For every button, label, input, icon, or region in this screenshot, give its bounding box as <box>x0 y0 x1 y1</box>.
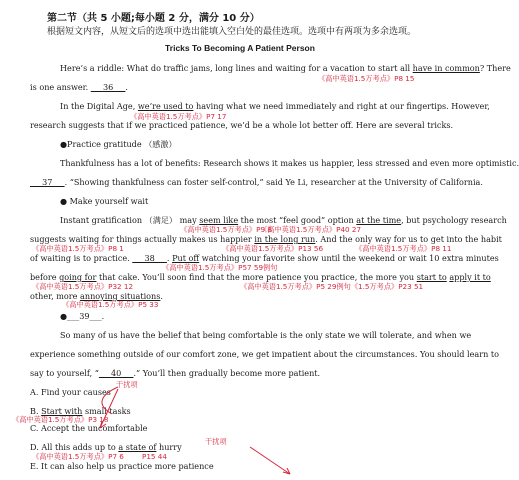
section-heading: 第二节（共 5 小题;每小题 2 分，满分 10 分） <box>47 13 260 24</box>
instructions: 根据短文内容，从短文后的选项中选出能填入空白处的最佳选项。选项中有两项为多余选项。 <box>47 27 417 37</box>
passage-line-8: ● Make yourself wait <box>60 196 149 206</box>
option-d: D. All this adds up to a state of hurry <box>30 442 182 452</box>
passage-line-3: In the Digital Age, we’re used to having what we need immediately and right at our fingertips. However, <box>60 101 490 111</box>
note-n10: 《高中英语1.5万考点》P5 29例句《1.5万考点》P23 51 <box>240 282 424 291</box>
option-c: C. Accept the uncomfortable <box>30 423 148 433</box>
blank-37: ___37___ <box>30 177 65 187</box>
note-n8: 《高中英语1.5万考点》P57 59例句 <box>162 263 278 272</box>
passage-line-17: say to yourself, “___40___.” You’ll then gradually become more patient. <box>30 368 321 378</box>
note-n12: 《高中英语1.5万考点》P3 18 <box>12 415 109 424</box>
passage-line-9: Instant gratification （满足） may seem like the most “feel good” option at the time, but psychology research <box>60 215 507 225</box>
passage-line-10: suggests waiting for things actually makes us happier in the long run. And the only way for us to get into the habit <box>30 234 502 244</box>
passage-line-5: ●Practice gratitude （感激） <box>60 139 177 149</box>
note-n1: 《高中英语1.5万考点》P8 15 <box>318 74 415 83</box>
passage-line-4: research suggests that if we practiced patience, we’d be a whole lot better off. Here are several tricks. <box>30 120 454 130</box>
passage-line-15: So many of us have the belief that being comfortable is the only state we will tolerate, and when we <box>60 330 472 340</box>
note-n13: 《高中英语1.5万考点》P7 6 <box>32 452 124 461</box>
note-n4: 《高中英语1.5万考点》P40 27 <box>260 225 362 234</box>
note-distractor-1: 干扰项 <box>116 380 138 389</box>
passage-line-6: Thankfulness has a lot of benefits: Research shows it makes us happier, less stressed and even more optimistic. <box>60 158 519 168</box>
note-n14: P15 44 <box>142 452 167 461</box>
passage-line-13: other, more annoying situations. <box>30 291 163 301</box>
note-n6: 《高中英语1.5万考点》P13 56 <box>222 244 324 253</box>
note-distractor-2: 干扰项 <box>205 437 227 446</box>
option-e: E. It can also help us practice more patience <box>30 461 214 471</box>
passage-line-2: is one answer. ___36___. <box>30 82 128 92</box>
phrase-used-to: we’re used to <box>137 101 194 111</box>
option-b: B. Start with small tasks <box>30 406 131 416</box>
note-n9: 《高中英语1.5万考点》P32 12 <box>32 282 134 291</box>
passage-line-1: Here’s a riddle: What do traffic jams, long lines and waiting for a vacation to start all have in common? There <box>60 63 511 73</box>
phrase-have-in-common: have in common <box>412 63 480 73</box>
passage-line-11: of waiting is to practice. ___38___. Put off watching your favorite show until the weekend or wait 10 extra minutes <box>30 253 499 263</box>
note-n5: 《高中英语1.5万考点》P8 1 <box>32 244 124 253</box>
note-n11: 《高中英语1.5万考点》P5 33 <box>62 300 159 309</box>
option-a: A. Find your causes <box>30 387 111 397</box>
passage-line-16: experience something outside of our comfort zone, we get impatient about the circumstances. You should learn to <box>30 349 500 359</box>
blank-40: ___40___ <box>98 368 134 378</box>
blank-38: ___38___ <box>132 253 167 263</box>
note-n3: 《高中英语1.5万考点》P9 8 <box>180 225 272 234</box>
blank-36: ___36___ <box>90 82 126 92</box>
passage-line-14: ●___39___. <box>60 311 105 321</box>
note-n7: 《高中英语1.5万考点》P8 11 <box>355 244 452 253</box>
passage-line-12: before going for that cake. You’ll soon find that the more patience you practice, the more you start to apply it to <box>30 272 491 282</box>
note-n2: 《高中英语1.5万考点》P7 17 <box>130 112 227 121</box>
passage-title: Tricks To Becoming A Patient Person <box>165 43 315 53</box>
passage-line-7: ___37___. “Showing thankfulness can foster self-control,” said Ye Li, researcher at the University of California. <box>30 177 483 187</box>
